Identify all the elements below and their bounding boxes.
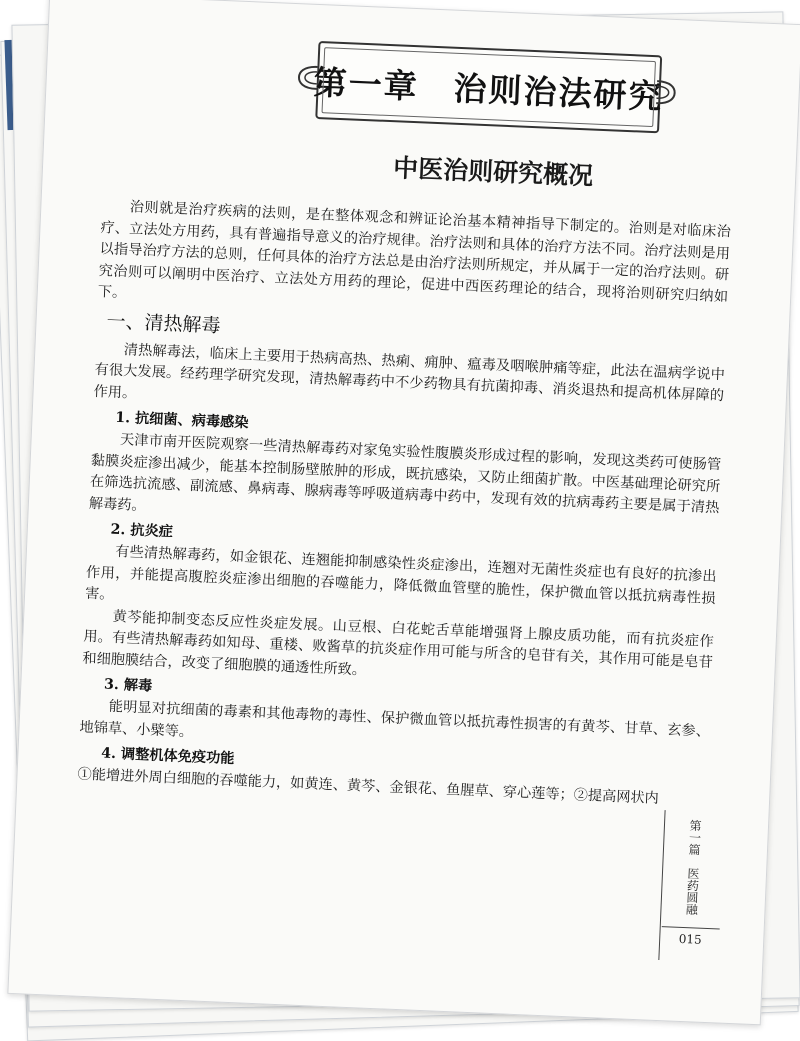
subheading-4: 4. 调整机体免疫功能	[100, 745, 235, 768]
chapter-title-box	[312, 41, 665, 133]
subheading-1: 1. 抗细菌、病毒感染	[114, 410, 249, 432]
paragraph-1: 清热解毒法，临床上主要用于热病高热、热痢、痈肿、瘟毒及咽喉肿痛等症，此法在温病学说中有很大发展。经药理学研究发现，清热解毒药中不少药物具有抗菌抑毒、消炎退热和提高机体屏障的作用。	[93, 341, 726, 405]
chapter-banner	[295, 34, 678, 138]
page-number: 015	[661, 926, 720, 947]
side-tab-name: 医药圆融	[684, 867, 701, 916]
side-tab-part: 第一篇	[686, 819, 703, 856]
paragraph-3: 有些清热解毒药，如金银花、连翘能抑制感染性炎症渗出，连翘对无菌性炎症也有良好的抗渗出作用，并能提高腹腔炎症渗出细胞的吞噬能力，降低微血管壁的脆性，保护微血管以抵抗病毒性损害。	[84, 543, 717, 607]
section-title: 中医治则研究概况	[392, 153, 594, 191]
paragraph-6: ①能增进外周白细胞的吞噬能力，如黄连、黄芩、金银花、鱼腥草、穿心莲等；②提高网状内	[77, 766, 660, 807]
right-scroll-ornament-icon	[654, 77, 677, 108]
body-text	[77, 196, 731, 812]
paragraph-4: 黄芩能抑制变态反应性炎症发展。山豆根、白花蛇舌草能增强肾上腺皮质功能，而有抗炎症作用。有些清热解毒药如知母、重楼、败酱草的抗炎症作用可能与所含的皂苷有关，其作用可能是皂苷和细胞膜结合，改变了细胞膜的通透性所致。	[82, 608, 715, 679]
paragraph-5: 能明显对抗细菌的毒素和其他毒物的毒性、保护微血管以抵抗毒性损害的有黄芩、甘草、玄参、地锦草、小檗等。	[79, 698, 711, 741]
intro-paragraph: 治则就是治疗疾病的法则，是在整体观念和辨证论治基本精神指导下制定的。治则是对临床治疗、立法处方用药，具有普遍指导意义的治疗规律。治疗法则和具体的治疗方法不同。治疗法则是用以指导治疗方法的总则，任何具体的治疗方法总是由治疗法则所规定，并从属于一定的治疗法则。研究治则可以阐明中医治疗、立法处方用药的理论，促进中西医药理论的结合，现将治则研究归纳如下。	[97, 199, 732, 306]
subheading-2: 2. 抗炎症	[110, 522, 174, 541]
chapter-title: 第一章 治则治法研究	[312, 62, 665, 116]
paragraph-2: 天津市南开医院观察一些清热解毒药对家兔实验性腹膜炎形成过程的影响，发现这类药可使肠管黏膜炎症渗出减少，能基本控制肠壁脓肿的形成，既抗感染，又防止细菌扩散。中医基础理论研究所在筛选抗流感、副流感、鼻病毒、腺病毒等呼吸道病毒中药中，发现有效的抗病毒药主要是属于清热解毒药。	[88, 431, 722, 517]
subheading-3: 3. 解毒	[103, 677, 153, 696]
heading-clear-heat-detox: 一、清热解毒	[106, 310, 221, 338]
book-page	[7, 0, 800, 1025]
